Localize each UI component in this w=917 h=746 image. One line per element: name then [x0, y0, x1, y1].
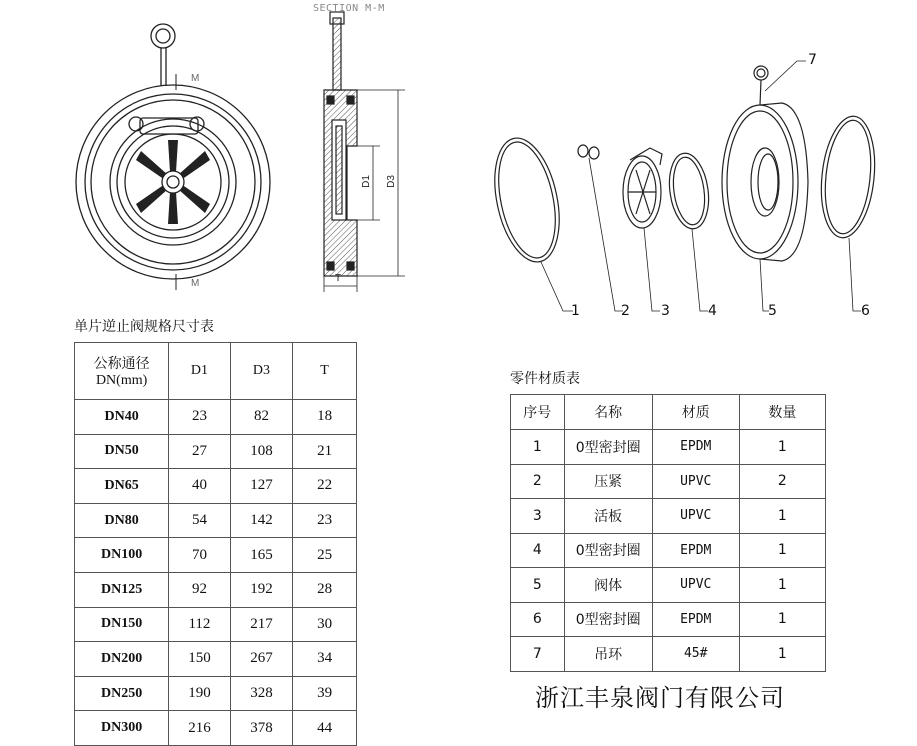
- part-number-4: 4: [708, 303, 717, 319]
- material-cell-name: 阀体: [564, 568, 652, 603]
- spec-cell-d1: 190: [169, 676, 231, 711]
- spec-cell-dn: DN50: [75, 434, 169, 469]
- part-number-1: 1: [571, 303, 580, 319]
- spec-cell-dn: DN300: [75, 711, 169, 746]
- section-mark-top: M: [191, 73, 200, 84]
- material-header-name: 名称: [564, 395, 652, 430]
- spec-cell-d3: 142: [230, 503, 292, 538]
- spec-cell-d3: 108: [230, 434, 292, 469]
- section-mark-bottom: M: [191, 278, 200, 289]
- table-row: [75, 676, 357, 711]
- table-row: [511, 637, 826, 672]
- material-cell-no: 6: [511, 602, 565, 637]
- spec-cell-d1: 150: [169, 642, 231, 677]
- spec-cell-d1: 40: [169, 469, 231, 504]
- spec-cell-t: 22: [293, 469, 357, 504]
- material-cell-qty: 1: [739, 637, 825, 672]
- material-cell-name: 0型密封圈: [564, 430, 652, 465]
- spec-cell-t: 23: [293, 503, 357, 538]
- dim-d3-label: D3: [385, 175, 397, 188]
- spec-cell-d3: 328: [230, 676, 292, 711]
- material-cell-qty: 1: [739, 533, 825, 568]
- material-cell-no: 7: [511, 637, 565, 672]
- spec-cell-t: 30: [293, 607, 357, 642]
- spec-cell-d3: 378: [230, 711, 292, 746]
- material-cell-qty: 1: [739, 430, 825, 465]
- technical-drawing: [0, 0, 917, 330]
- table-row: [75, 538, 357, 573]
- material-cell-name: 0型密封圈: [564, 602, 652, 637]
- spec-cell-d3: 192: [230, 572, 292, 607]
- spec-cell-d1: 23: [169, 400, 231, 435]
- material-cell-qty: 2: [739, 464, 825, 499]
- material-cell-no: 3: [511, 499, 565, 534]
- part-number-5: 5: [768, 303, 777, 319]
- table-row: [511, 464, 826, 499]
- table-row: [511, 533, 826, 568]
- spec-header-d1: D1: [169, 343, 231, 400]
- section-view: [324, 12, 405, 292]
- spec-cell-t: 44: [293, 711, 357, 746]
- part-number-6: 6: [861, 303, 870, 319]
- spec-cell-d3: 267: [230, 642, 292, 677]
- spec-header-t: T: [293, 343, 357, 400]
- material-cell-no: 1: [511, 430, 565, 465]
- spec-header-d3: D3: [230, 343, 292, 400]
- spec-cell-d3: 127: [230, 469, 292, 504]
- spec-table: [74, 342, 357, 746]
- spec-cell-dn: DN65: [75, 469, 169, 504]
- spec-header-dn: [75, 343, 169, 400]
- spec-cell-dn: DN150: [75, 607, 169, 642]
- table-row: [75, 400, 357, 435]
- spec-table-header: [75, 343, 357, 400]
- material-cell-qty: 1: [739, 499, 825, 534]
- spec-cell-t: 39: [293, 676, 357, 711]
- spec-header-dn-line2: DN(mm): [95, 373, 148, 388]
- material-cell-qty: 1: [739, 602, 825, 637]
- material-table-header: [511, 395, 826, 430]
- material-table: [510, 394, 826, 672]
- material-cell-material: EPDM: [652, 602, 739, 637]
- spec-cell-dn: DN100: [75, 538, 169, 573]
- table-row: [75, 711, 357, 746]
- part-number-3: 3: [661, 303, 670, 319]
- material-table-title: 零件材质表: [510, 371, 580, 387]
- material-cell-no: 5: [511, 568, 565, 603]
- spec-cell-t: 25: [293, 538, 357, 573]
- spec-cell-dn: DN125: [75, 572, 169, 607]
- part-number-7: 7: [808, 52, 817, 68]
- spec-cell-t: 34: [293, 642, 357, 677]
- part-number-2: 2: [621, 303, 630, 319]
- spec-cell-d1: 92: [169, 572, 231, 607]
- spec-header-dn-line1: 公称通径: [93, 357, 150, 372]
- dim-t-label: T: [335, 273, 342, 284]
- material-cell-material: UPVC: [652, 499, 739, 534]
- table-row: [511, 430, 826, 465]
- material-header-qty: 数量: [739, 395, 825, 430]
- table-row: [75, 503, 357, 538]
- spec-cell-d1: 216: [169, 711, 231, 746]
- material-cell-name: 吊环: [564, 637, 652, 672]
- spec-cell-d3: 217: [230, 607, 292, 642]
- material-cell-name: 压紧: [564, 464, 652, 499]
- table-row: [75, 434, 357, 469]
- material-cell-no: 4: [511, 533, 565, 568]
- spec-cell-dn: DN40: [75, 400, 169, 435]
- material-cell-no: 2: [511, 464, 565, 499]
- material-cell-name: 活板: [564, 499, 652, 534]
- material-cell-name: 0型密封圈: [564, 533, 652, 568]
- spec-cell-t: 28: [293, 572, 357, 607]
- section-title: SECTION M-M: [313, 3, 385, 14]
- material-cell-material: UPVC: [652, 464, 739, 499]
- spec-cell-d1: 54: [169, 503, 231, 538]
- exploded-view: [485, 61, 881, 311]
- front-view: [76, 24, 270, 290]
- material-cell-qty: 1: [739, 568, 825, 603]
- dim-d1-label: D1: [360, 175, 372, 188]
- spec-cell-d3: 82: [230, 400, 292, 435]
- spec-cell-d3: 165: [230, 538, 292, 573]
- table-row: [75, 572, 357, 607]
- spec-cell-t: 18: [293, 400, 357, 435]
- spec-cell-dn: DN80: [75, 503, 169, 538]
- table-row: [75, 469, 357, 504]
- spec-cell-dn: DN250: [75, 676, 169, 711]
- table-row: [511, 499, 826, 534]
- material-header-no: 序号: [511, 395, 565, 430]
- material-cell-material: UPVC: [652, 568, 739, 603]
- spec-table-title: 单片逆止阀规格尺寸表: [74, 319, 214, 335]
- table-row: [511, 602, 826, 637]
- spec-cell-dn: DN200: [75, 642, 169, 677]
- material-cell-material: EPDM: [652, 430, 739, 465]
- company-name: 浙江丰泉阀门有限公司: [535, 684, 785, 712]
- table-row: [75, 607, 357, 642]
- spec-cell-t: 21: [293, 434, 357, 469]
- spec-cell-d1: 27: [169, 434, 231, 469]
- material-cell-material: 45#: [652, 637, 739, 672]
- material-header-material: 材质: [652, 395, 739, 430]
- table-row: [511, 568, 826, 603]
- spec-cell-d1: 112: [169, 607, 231, 642]
- table-row: [75, 642, 357, 677]
- spec-cell-d1: 70: [169, 538, 231, 573]
- material-cell-material: EPDM: [652, 533, 739, 568]
